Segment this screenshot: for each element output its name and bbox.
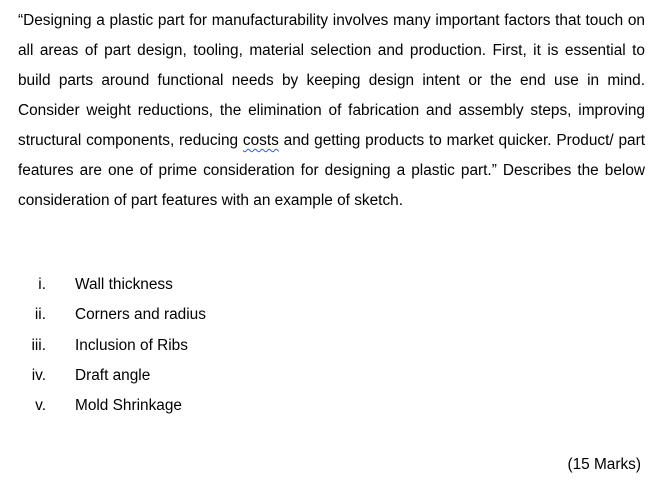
list-item-text: Wall thickness: [75, 276, 173, 293]
list-item: [18, 300, 206, 330]
list-item-text: Draft angle: [75, 366, 151, 384]
list-item-text: Corners and radius: [75, 306, 206, 324]
marks-label: (15 Marks): [567, 456, 641, 473]
list-item-number: i.: [38, 276, 46, 293]
list-item-number: ii.: [34, 306, 46, 324]
paragraph-text-after: and getting products to market quicker. Product/ part features are one of prime consideration for designing a plastic part.” Describes the below consideration of part features with an example of sketch.: [18, 132, 646, 209]
list-item-text: Inclusion of Ribs: [75, 336, 188, 354]
question-paragraph: [18, 0, 645, 216]
document-page: [18, 0, 645, 487]
list-item-number: v.: [35, 397, 46, 415]
list-item: [18, 331, 188, 361]
spellcheck-flagged-word[interactable]: costs: [242, 132, 279, 149]
list-item: [18, 270, 173, 300]
list-item-number: iv.: [31, 366, 46, 384]
paragraph-text-before: “Designing a plastic part for manufacturability involves many important factors that touch on all areas of part design, tooling, material selection and production. First, it is essential to build parts around functional needs by keeping design intent or the end use in mind. Consider weight reductions, the elimination of fabrication and assembly steps, improving structural components, reducing: [18, 12, 645, 149]
list-item: [18, 391, 182, 421]
list-item: [18, 361, 151, 391]
list-item-number: iii.: [31, 336, 46, 354]
list-item-text: Mold Shrinkage: [75, 397, 182, 415]
consideration-list: [18, 270, 206, 421]
